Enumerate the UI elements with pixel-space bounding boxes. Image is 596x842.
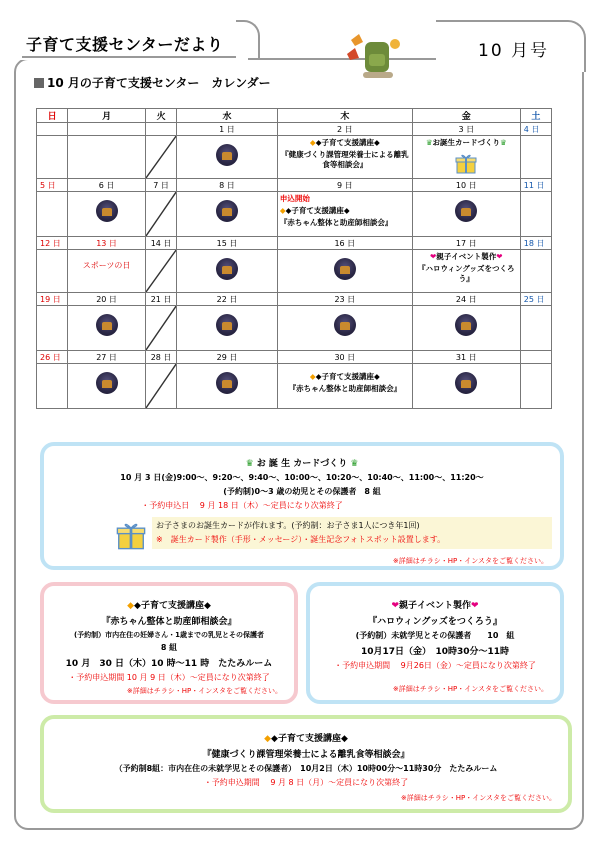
seitai-name: 『赤ちゃん整体と助産師相談会』	[101, 617, 237, 627]
date-cell: 14 日	[146, 237, 177, 250]
open-room-icon	[216, 144, 238, 166]
day-cell	[412, 192, 520, 237]
date-cell	[68, 123, 146, 136]
date-cell: 1 日	[177, 123, 278, 136]
day-cell	[37, 364, 68, 409]
open-room-icon	[96, 314, 118, 336]
birthday-eligibility: (予約制)0～3 歳の幼児とその保護者 8 組	[223, 487, 381, 496]
halloween-title-text: 親子イベント製作	[398, 601, 471, 611]
weekday-sat: 土	[520, 109, 551, 123]
date-cell: 10 日	[412, 179, 520, 192]
date-cell: 31 日	[412, 351, 520, 364]
weekday-tue: 火	[146, 109, 177, 123]
closed-day-cell	[146, 306, 177, 351]
details-note: ※詳細はチラシ・HP・インスタをご覧ください。	[126, 687, 282, 695]
day-cell	[68, 192, 146, 237]
autumn-backpack-icon	[345, 32, 405, 82]
closed-slash-icon	[146, 136, 176, 178]
week-1-dates	[37, 123, 552, 136]
day-cell	[37, 136, 68, 179]
week-3-events	[37, 250, 552, 293]
event-title-text: ◆子育て支援講座◆	[315, 138, 380, 147]
day-cell	[412, 306, 520, 351]
issue-number: 10 月号	[478, 41, 550, 61]
birthday-reservation: ・予約申込日 9 月 18 日（木）～定員になり次第終了	[141, 501, 343, 510]
day-cell	[520, 364, 551, 409]
event-body: 『ハロウィングッズをつくろう』	[418, 264, 515, 284]
weaning-consultation-section	[40, 715, 572, 813]
event-title-text: お誕生カードづくり	[432, 138, 501, 147]
event-notice: 申込開始	[279, 194, 310, 203]
baby-seitai-section	[40, 582, 298, 704]
date-cell: 21 日	[146, 293, 177, 306]
birthday-card-section	[40, 442, 564, 570]
event-cell	[277, 136, 412, 179]
date-cell: 18 日	[520, 237, 551, 250]
open-room-icon	[96, 372, 118, 394]
date-cell: 17 日	[412, 237, 520, 250]
rinyu-details: （予約制8組：市内在住の未就学児とその保護者） 10月2日（木）10時00分～11時30分 たたみルーム	[114, 764, 498, 773]
date-cell: 12 日	[37, 237, 68, 250]
event-title-text: ◆子育て支援講座◆	[285, 206, 350, 216]
event-cell	[412, 136, 520, 179]
rinyu-reservation: ・予約申込期間 9 月 8 日（月）～定員になり次第終了	[203, 778, 409, 787]
event-body: 『赤ちゃん整体と助産師相談会』	[279, 218, 393, 228]
open-room-icon	[216, 314, 238, 336]
day-cell	[68, 364, 146, 409]
week-4-dates	[37, 293, 552, 306]
seitai-eligibility: (予約制）市内在住の妊婦さん・1歳までの乳児とその保護者	[73, 631, 265, 639]
event-title-text: ◆子育て支援講座◆	[315, 372, 380, 381]
seitai-title-text: ◆子育て支援講座◆	[134, 601, 211, 611]
weekday-sun: 日	[37, 109, 68, 123]
date-cell: 8 日	[177, 179, 278, 192]
day-cell	[37, 306, 68, 351]
date-cell: 16 日	[277, 237, 412, 250]
birthday-schedule: 10 月 3 日(金)9:00～、9:20～、9:40～、10:00～、10:20～、10:40～、11:00～、11:20～	[120, 473, 484, 482]
day-cell	[37, 192, 68, 237]
day-cell	[520, 306, 551, 351]
open-room-icon	[334, 258, 356, 280]
open-room-icon	[216, 258, 238, 280]
halloween-name: 『ハロウィングッズをつくろう』	[368, 617, 502, 627]
closed-slash-icon	[146, 250, 176, 292]
date-cell: 24 日	[412, 293, 520, 306]
day-cell	[177, 306, 278, 351]
halloween-datetime: 10月17日（金） 10時30分～11時	[360, 647, 510, 657]
date-cell: 30 日	[277, 351, 412, 364]
date-cell: 19 日	[37, 293, 68, 306]
birthday-title	[44, 456, 560, 469]
day-cell	[68, 306, 146, 351]
weekday-mon: 月	[68, 109, 146, 123]
crown-icon: ♛	[245, 459, 257, 469]
open-room-icon	[216, 372, 238, 394]
event-cell	[277, 364, 412, 409]
date-cell: 5 日	[37, 179, 68, 192]
square-bullet-icon	[34, 78, 44, 88]
seitai-datetime: 10 月 30 日（木）10 時～11 時 たたみルーム	[65, 659, 273, 669]
details-note: ※詳細はチラシ・HP・インスタをご覧ください。	[400, 794, 556, 802]
seitai-reservation: ・予約申込期間 10 月 9 日（木）～定員になり次第終了	[68, 673, 270, 682]
day-cell	[412, 364, 520, 409]
date-cell	[520, 351, 551, 364]
open-room-icon	[216, 200, 238, 222]
event-title: ◆◆子育て支援講座◆	[279, 206, 350, 216]
halloween-event-section	[306, 582, 564, 704]
day-cell	[177, 136, 278, 179]
week-5-events	[37, 364, 552, 409]
date-cell	[37, 123, 68, 136]
event-body: 『健康づくり課管理栄養士による離乳食等相談会』	[281, 150, 409, 170]
weekday-thu: 木	[277, 109, 412, 123]
rinyu-title: ◆◆子育て支援講座◆	[264, 734, 348, 744]
halloween-eligibility: (予約制）未就学児とその保護者 10 組	[355, 631, 515, 640]
event-calendar	[36, 108, 552, 409]
week-4-events	[37, 306, 552, 351]
rinyu-name: 『健康づくり課管理栄養士による離乳食等相談会』	[202, 750, 410, 760]
date-cell: 26 日	[37, 351, 68, 364]
week-2-dates	[37, 179, 552, 192]
closed-day-cell	[146, 136, 177, 179]
date-cell: 27 日	[68, 351, 146, 364]
open-room-icon	[334, 314, 356, 336]
title-underline	[22, 56, 236, 58]
date-cell: 3 日	[412, 123, 520, 136]
rinyu-title-text: ◆子育て支援講座◆	[271, 734, 348, 744]
date-cell: 6 日	[68, 179, 146, 192]
date-cell: 28 日	[146, 351, 177, 364]
calendar-title-text: 10 月の子育て支援センター カレンダー	[47, 76, 271, 90]
event-title: ❤親子イベント製作❤	[430, 252, 503, 261]
day-cell	[520, 192, 551, 237]
event-cell	[277, 192, 412, 237]
date-cell: 13 日	[68, 237, 146, 250]
birthday-info: お子さまのお誕生カードが作れます。(予約制：お子さま1人につき年1回)	[156, 521, 420, 530]
date-cell: 20 日	[68, 293, 146, 306]
date-cell: 2 日	[277, 123, 412, 136]
open-room-icon	[96, 200, 118, 222]
week-2-events	[37, 192, 552, 237]
open-room-icon	[455, 200, 477, 222]
closed-day-cell	[146, 250, 177, 293]
date-cell: 15 日	[177, 237, 278, 250]
date-cell: 7 日	[146, 179, 177, 192]
holiday-label: スポーツの日	[82, 261, 131, 270]
closed-day-cell	[146, 364, 177, 409]
date-cell: 4 日	[520, 123, 551, 136]
day-cell	[520, 250, 551, 293]
day-cell	[277, 250, 412, 293]
seitai-capacity: 8 組	[160, 643, 178, 652]
open-room-icon	[455, 372, 477, 394]
seitai-title: ◆◆子育て支援講座◆	[127, 601, 211, 611]
day-cell	[277, 306, 412, 351]
day-cell	[177, 250, 278, 293]
weekday-fri: 金	[412, 109, 520, 123]
halloween-title: ❤親子イベント製作❤	[391, 601, 479, 611]
date-cell: 9 日	[277, 179, 412, 192]
crown-icon: ♛	[347, 459, 359, 469]
closed-slash-icon	[146, 306, 176, 350]
date-cell: 11 日	[520, 179, 551, 192]
weekday-wed: 水	[177, 109, 278, 123]
week-1-events	[37, 136, 552, 179]
calendar-title	[34, 74, 271, 91]
date-cell: 25 日	[520, 293, 551, 306]
event-title-text: 親子イベント製作	[436, 252, 497, 261]
event-title: ◆◆子育て支援講座◆	[309, 138, 380, 147]
details-note: ※詳細はチラシ・HP・インスタをご覧ください。	[392, 557, 548, 565]
weekday-header-row	[37, 109, 552, 123]
birthday-title-text: お 誕 生 カードづくり	[256, 459, 348, 469]
date-cell: 22 日	[177, 293, 278, 306]
event-title: ♛お誕生カードづくり♛	[425, 138, 507, 147]
day-cell	[177, 364, 278, 409]
closed-day-cell	[146, 192, 177, 237]
details-note: ※詳細はチラシ・HP・インスタをご覧ください。	[392, 685, 548, 693]
gift-box-icon	[116, 520, 146, 550]
birthday-info-note: ※ 誕生カード製作（手形・メッセージ）・誕生記念フォトスポット設置します。	[156, 535, 446, 544]
date-cell: 23 日	[277, 293, 412, 306]
week-5-dates	[37, 351, 552, 364]
gift-box-icon	[455, 152, 477, 174]
day-cell	[177, 192, 278, 237]
newsletter-title: 子育て支援センターだより	[26, 35, 224, 54]
holiday-cell	[68, 250, 146, 293]
day-cell	[37, 250, 68, 293]
event-title: ◆◆子育て支援講座◆	[309, 372, 380, 381]
date-cell: 29 日	[177, 351, 278, 364]
day-cell	[68, 136, 146, 179]
title-tab-corner	[236, 20, 260, 58]
event-body: 『赤ちゃん整体と助産師相談会』	[288, 384, 402, 394]
date-cell	[146, 123, 177, 136]
closed-slash-icon	[146, 192, 176, 236]
halloween-reservation: ・予約申込期間 9月26日（金）～定員になり次第終了	[334, 661, 536, 670]
closed-slash-icon	[146, 364, 176, 408]
event-cell	[412, 250, 520, 293]
day-cell	[520, 136, 551, 179]
week-3-dates	[37, 237, 552, 250]
open-room-icon	[455, 314, 477, 336]
